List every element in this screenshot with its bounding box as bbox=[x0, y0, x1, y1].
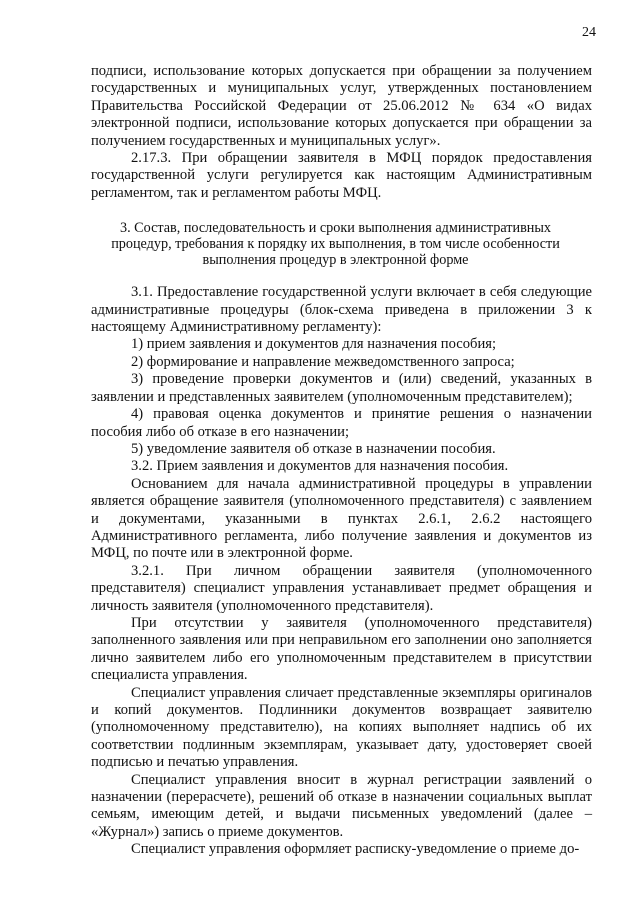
paragraph-compare: Специалист управления сличает представленные экземпляры оригиналов и копий документов. Подлинники документов возвращает заявителю (уполномоченному представителю), на копиях выполняет надпись об их соответствии подлинным экземплярам, указывает дату, удостоверяет своей подписью и печатью управления. bbox=[91, 684, 592, 771]
section-heading: 3. Состав, последовательность и сроки выполнения административных процедур, требования к порядку их выполнения, в том числе особенности выполнения процедур в электронной форме bbox=[111, 220, 560, 269]
page-number: 24 bbox=[582, 25, 596, 40]
paragraph-receipt: Специалист управления оформляет расписку-уведомление о приеме до- bbox=[131, 841, 580, 858]
paragraph-absence: При отсутствии у заявителя (уполномоченного представителя) заполненного заявления или при неправильном его заполнении оно заполняется лично заявителем либо его уполномоченным представителем в присутствии специалиста управления. bbox=[91, 614, 592, 684]
document-body bbox=[91, 63, 592, 859]
paragraph-3-1: 3.1. Предоставление государственной услуги включает в себя следующие административные процедуры (блок-схема приведена в приложении 3 к настоящему Административному регламенту): bbox=[91, 284, 592, 336]
paragraph-3-2-1: 3.2.1. При личном обращении заявителя (уполномоченного представителя) специалист управления устанавливает предмет обращения и личность заявителя (уполномоченного представителя). bbox=[91, 562, 592, 614]
paragraph-3-2: 3.2. Прием заявления и документов для назначения пособия. bbox=[131, 458, 509, 475]
paragraph-2-17-3: 2.17.3. При обращении заявителя в МФЦ порядок предоставления государственной услуги регулируется как настоящим Административным регламентом, так и регламентом работы МФЦ. bbox=[91, 150, 592, 201]
paragraph-journal: Специалист управления вносит в журнал регистрации заявлений о назначении (перерасчете), решений об отказе в назначении социальных выплат семьям, имеющим детей, и выдачи письменных уведомлений (далее – «Журнал») запись о приеме документов. bbox=[91, 771, 592, 840]
list-item-2: 2) формирование и направление межведомственного запроса; bbox=[131, 353, 515, 370]
list-item-3: 3) проведение проверки документов и (или) сведений, указанных в заявлении и представленных заявителем (уполномоченным представителем); bbox=[91, 371, 592, 405]
paragraph-continuation: подписи, использование которых допускается при обращении за получением государственных и муниципальных услуг, утвержденных постановлением Правительства Российской Федерации от 25.06.2012 № 634 «О видах электронной подписи, использование которых допускается при обращении за получением государственных и муниципальных услуг». bbox=[91, 63, 592, 149]
list-item-4: 4) правовая оценка документов и принятие решения о назначении пособия либо об отказе в его назначении; bbox=[91, 406, 592, 440]
list-item-1: 1) прием заявления и документов для назначения пособия; bbox=[131, 336, 497, 353]
list-item-5: 5) уведомление заявителя об отказе в назначении пособия. bbox=[131, 440, 496, 457]
paragraph-basis: Основанием для начала административной процедуры в управлении является обращение заявителя (уполномоченного представителя) с заявлением и документами, указанными в пунктах 2.6.1, 2.6.2 настоящего Административного регламента, либо получение заявления и документов из МФЦ, по почте или в электронной форме. bbox=[91, 475, 592, 562]
